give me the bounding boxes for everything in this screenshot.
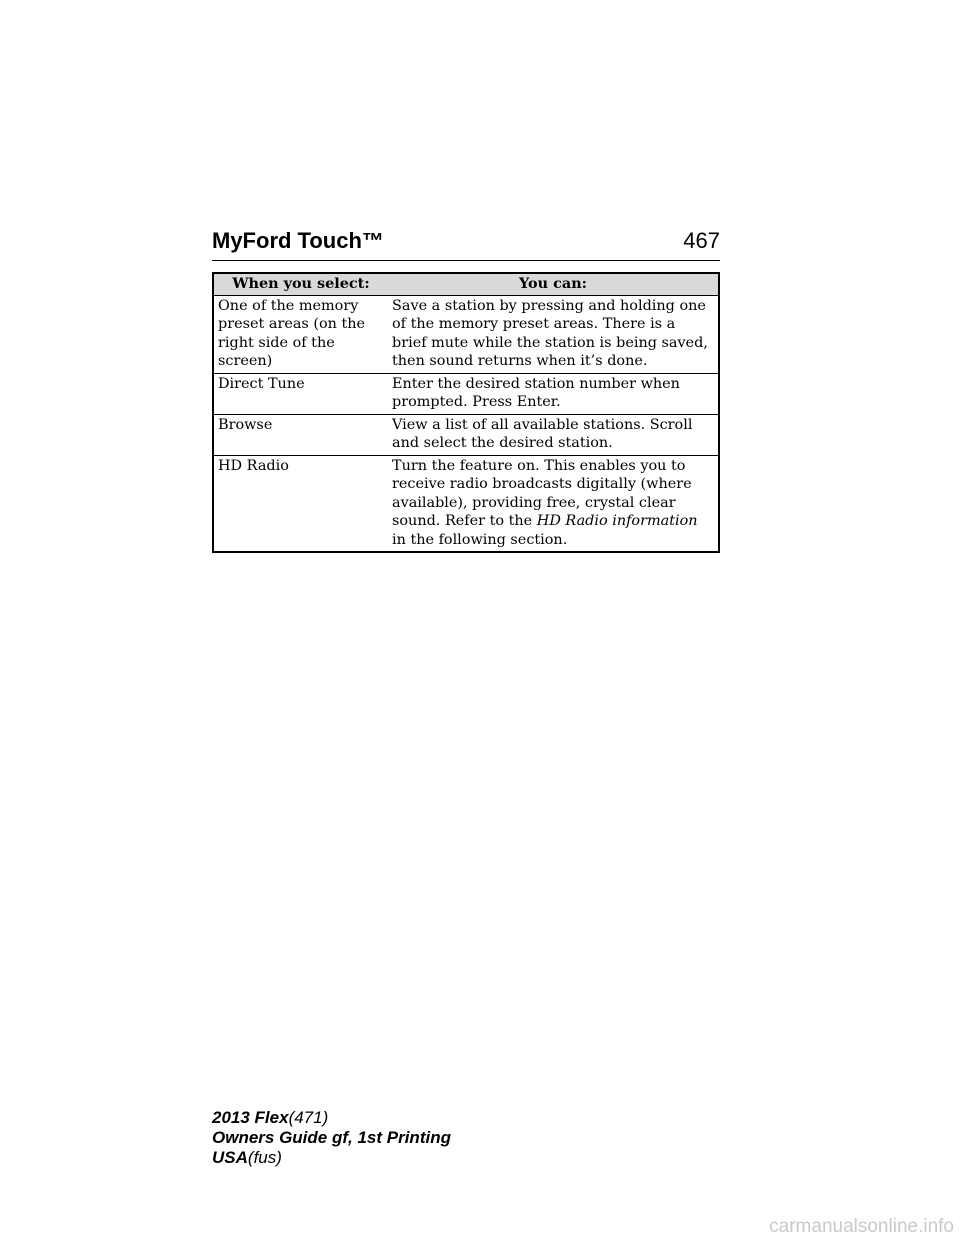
action-text: Turn the feature on. This enables you to receive radio broadcasts digitally (where available), providing free, crystal clear sound. Refer to the <box>392 457 692 529</box>
table-row <box>213 414 719 455</box>
select-cell: Direct Tune <box>213 373 388 414</box>
action-cell: Enter the desired station number when prompted. Press Enter. <box>388 373 719 414</box>
guide-edition: Owners Guide gf, 1st Printing <box>212 1128 451 1147</box>
page-header <box>212 226 720 261</box>
action-cell: Save a station by pressing and holding one of the memory preset areas. There is a brief mute while the station is being saved, then sound returns when it’s done. <box>388 295 719 373</box>
column-header-action: You can: <box>388 273 719 295</box>
footer-line <box>212 1108 451 1128</box>
action-cell: View a list of all available stations. Scroll and select the desired station. <box>388 414 719 455</box>
select-cell: Browse <box>213 414 388 455</box>
footer-code: (471) <box>288 1108 329 1127</box>
action-cell <box>388 455 719 552</box>
cross-reference: HD Radio information <box>536 513 698 529</box>
table-header-row <box>213 273 719 295</box>
footer-line <box>212 1148 451 1168</box>
model-year: 2013 Flex <box>212 1108 289 1127</box>
table-row <box>213 295 719 373</box>
column-header-select: When you select: <box>213 273 388 295</box>
print-footer <box>212 1108 451 1168</box>
page-number: 467 <box>683 228 720 253</box>
section-title: MyFord Touch™ <box>212 228 384 253</box>
select-cell: One of the memory preset areas (on the right side of the screen) <box>213 295 388 373</box>
market: USA <box>212 1148 248 1167</box>
footer-line <box>212 1128 451 1148</box>
watermark: carmanualsonline.info <box>769 1216 954 1237</box>
table-row <box>213 373 719 414</box>
table-row <box>213 455 719 552</box>
footer-code: (fus) <box>247 1148 282 1167</box>
action-text: in the following section. <box>392 531 568 548</box>
radio-options-table <box>212 272 720 553</box>
select-cell: HD Radio <box>213 455 388 552</box>
